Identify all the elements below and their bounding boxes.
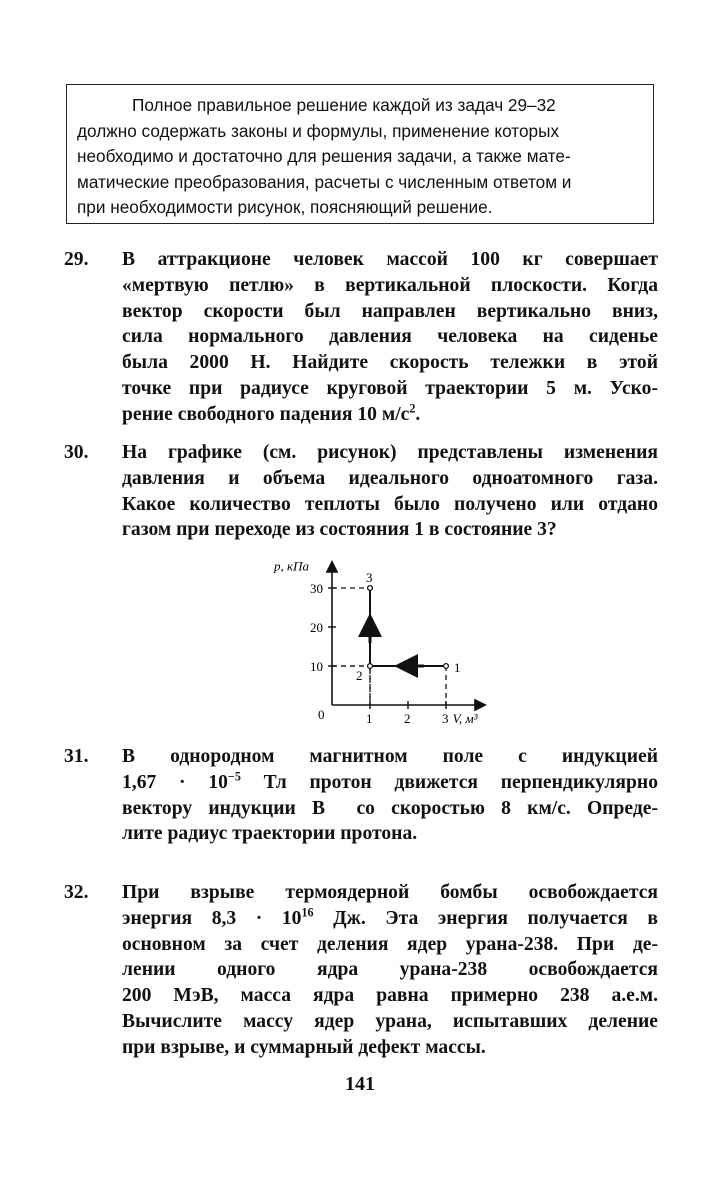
y-tick-label: 10 — [310, 659, 323, 674]
y-axis-label: p, кПа — [274, 558, 309, 574]
problem-line: давления и объема идеального одноатомного газа. — [122, 467, 658, 489]
pv-chart — [262, 548, 532, 728]
x-tick-label: 1 — [366, 711, 373, 726]
y-tick-label: 20 — [310, 620, 323, 635]
problem-line: вектор скорости был направлен вертикально вниз, — [122, 300, 658, 322]
line-text: Тл протон движется перпендикулярно — [240, 771, 659, 793]
problem-line: Какое количество теплоты было получено или отдано — [122, 493, 658, 515]
exponent: −5 — [227, 769, 241, 784]
state-label: 3 — [366, 570, 373, 585]
problem-number: 32. — [64, 882, 89, 903]
problem-line — [122, 402, 658, 428]
problem-text — [122, 744, 658, 847]
notice-line: при необходимости рисунок, поясняющий решение. — [77, 197, 493, 218]
problem-line — [122, 770, 658, 796]
state-point — [368, 586, 373, 591]
problem-line: при взрыве, и суммарный дефект массы. — [122, 1036, 486, 1058]
problem-line: сила нормального давления человека на сиденье — [122, 326, 658, 348]
problem-line: газом при переходе из состояния 1 в состояние 3? — [122, 519, 557, 541]
problem-line: лении одного ядра урана-238 освобождается — [122, 959, 658, 981]
problem-number: 30. — [64, 442, 89, 463]
problem-line: вектору индукции B⃗ со скоростью 8 км/с. Опреде- — [122, 797, 658, 819]
notice-line: матические преобразования, расчеты с численным ответом и — [77, 171, 572, 192]
problem-line: 200 МэВ, масса ядра равна примерно 238 а.е.м. — [122, 985, 658, 1007]
x-axis-label: V, м³ — [452, 711, 478, 726]
x-tick-label: 3 — [442, 711, 449, 726]
problem-number: 29. — [64, 249, 89, 270]
page-number: 141 — [345, 1073, 375, 1095]
problem-line — [122, 906, 658, 932]
line-tail: . — [415, 403, 421, 425]
state-label: 2 — [356, 668, 363, 683]
problem-text — [122, 247, 658, 428]
problem-line: При взрыве термоядерной бомбы освобождается — [122, 882, 658, 903]
line-text: Дж. Эта энергия получается в — [313, 907, 658, 929]
problem-number: 31. — [64, 746, 89, 767]
exponent: 16 — [301, 905, 314, 920]
problem-line: В однородном магнитном поле с индукцией — [122, 746, 658, 767]
problem-line: основном за счет деления ядер урана-238. При де- — [122, 933, 658, 955]
y-tick-label: 30 — [310, 581, 323, 596]
notice-line: Полное правильное решение каждой из задач 29–32 — [132, 95, 556, 115]
problem-text — [122, 880, 658, 1061]
origin-label: 0 — [318, 707, 325, 722]
state-point — [368, 664, 373, 669]
problem-line: точке при радиусе круговой траектории 5 м. Уско- — [122, 377, 658, 399]
x-tick-label: 2 — [404, 711, 411, 726]
state-point — [444, 664, 449, 669]
state-label: 1 — [454, 660, 461, 675]
problem-line: лите радиус траектории протона. — [122, 823, 418, 845]
instructions-box — [66, 84, 654, 224]
notice-line: должно содержать законы и формулы, применение которых — [77, 120, 560, 141]
line-text: энергия 8,3 · 10 — [122, 907, 302, 929]
problem-line: была 2000 Н. Найдите скорость тележки в этой — [122, 352, 658, 374]
notice-line: необходимо и достаточно для решения задачи, а также мате- — [77, 146, 571, 167]
line-text: 1,67 · 10 — [122, 771, 228, 793]
problem-line: Вычислите массу ядер урана, испытавших деление — [122, 1010, 658, 1032]
problem-line: На графике (см. рисунок) представлены изменения — [122, 442, 658, 463]
problem-text — [122, 440, 658, 543]
line-text: рение свободного падения 10 м/с — [122, 403, 410, 425]
problem-line: «мертвую петлю» в вертикальной плоскости. Когда — [122, 274, 658, 296]
exponent: 2 — [409, 401, 416, 416]
problem-line: В аттракционе человек массой 100 кг совершает — [122, 249, 658, 270]
